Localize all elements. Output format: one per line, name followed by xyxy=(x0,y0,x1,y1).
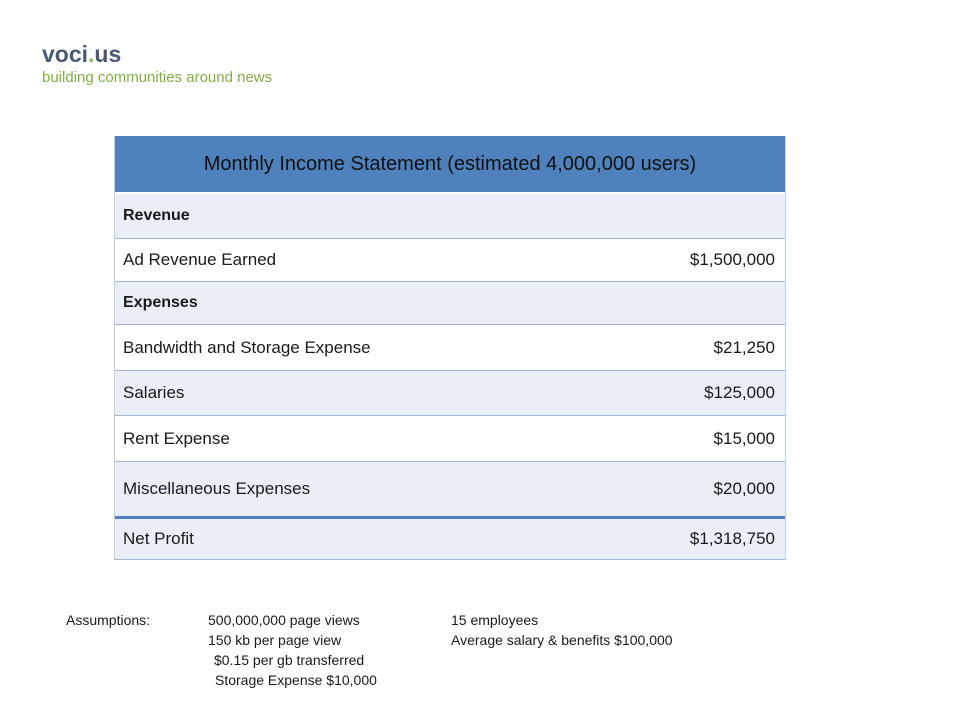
table-row-rent xyxy=(115,416,785,462)
assumption-item: Storage Expense $10,000 xyxy=(215,672,377,688)
row-label: Revenue xyxy=(123,207,190,224)
row-label: Salaries xyxy=(123,383,185,402)
row-value: $125,000 xyxy=(704,383,775,402)
brand-name-dot: . xyxy=(88,41,95,67)
statement-title: Monthly Income Statement (estimated 4,000,000 users) xyxy=(115,136,785,194)
brand-name xyxy=(42,40,272,68)
table-row-bandwidth-storage xyxy=(115,325,785,371)
row-label: Rent Expense xyxy=(123,428,230,448)
assumption-item: 500,000,000 page views xyxy=(208,612,360,628)
table-row-miscellaneous xyxy=(115,462,785,516)
brand-name-part1: voci xyxy=(42,41,89,67)
row-label: Expenses xyxy=(123,294,198,311)
row-label: Ad Revenue Earned xyxy=(123,250,277,269)
brand-block xyxy=(42,40,272,88)
net-profit-value: $1,318,750 xyxy=(689,529,775,548)
assumption-item: 150 kb per page view xyxy=(208,632,342,648)
assumption-item: $0.15 per gb transferred xyxy=(214,652,365,668)
net-profit-label: Net Profit xyxy=(123,529,194,548)
income-statement-table xyxy=(114,136,786,560)
brand-tagline: building communities around news xyxy=(42,69,273,86)
table-row-net-profit xyxy=(115,516,785,560)
row-value: $1,500,000 xyxy=(689,250,775,269)
assumption-item: Average salary & benefits $100,000 xyxy=(451,632,673,648)
table-row-expenses-header xyxy=(115,282,785,325)
table-row-salaries xyxy=(115,371,785,416)
assumptions-column-traffic xyxy=(208,610,377,690)
assumption-item: 15 employees xyxy=(451,612,539,628)
row-value: $21,250 xyxy=(713,337,775,357)
table-row-revenue-header xyxy=(115,194,785,239)
table-row-ad-revenue xyxy=(115,239,785,282)
brand-name-part2: us xyxy=(94,41,122,67)
row-label: Bandwidth and Storage Expense xyxy=(123,337,371,357)
row-label: Miscellaneous Expenses xyxy=(123,479,311,498)
assumptions-column-staff xyxy=(451,610,673,650)
row-value: $15,000 xyxy=(713,428,775,448)
assumptions-label: Assumptions: xyxy=(66,612,151,628)
row-value: $20,000 xyxy=(713,479,775,498)
